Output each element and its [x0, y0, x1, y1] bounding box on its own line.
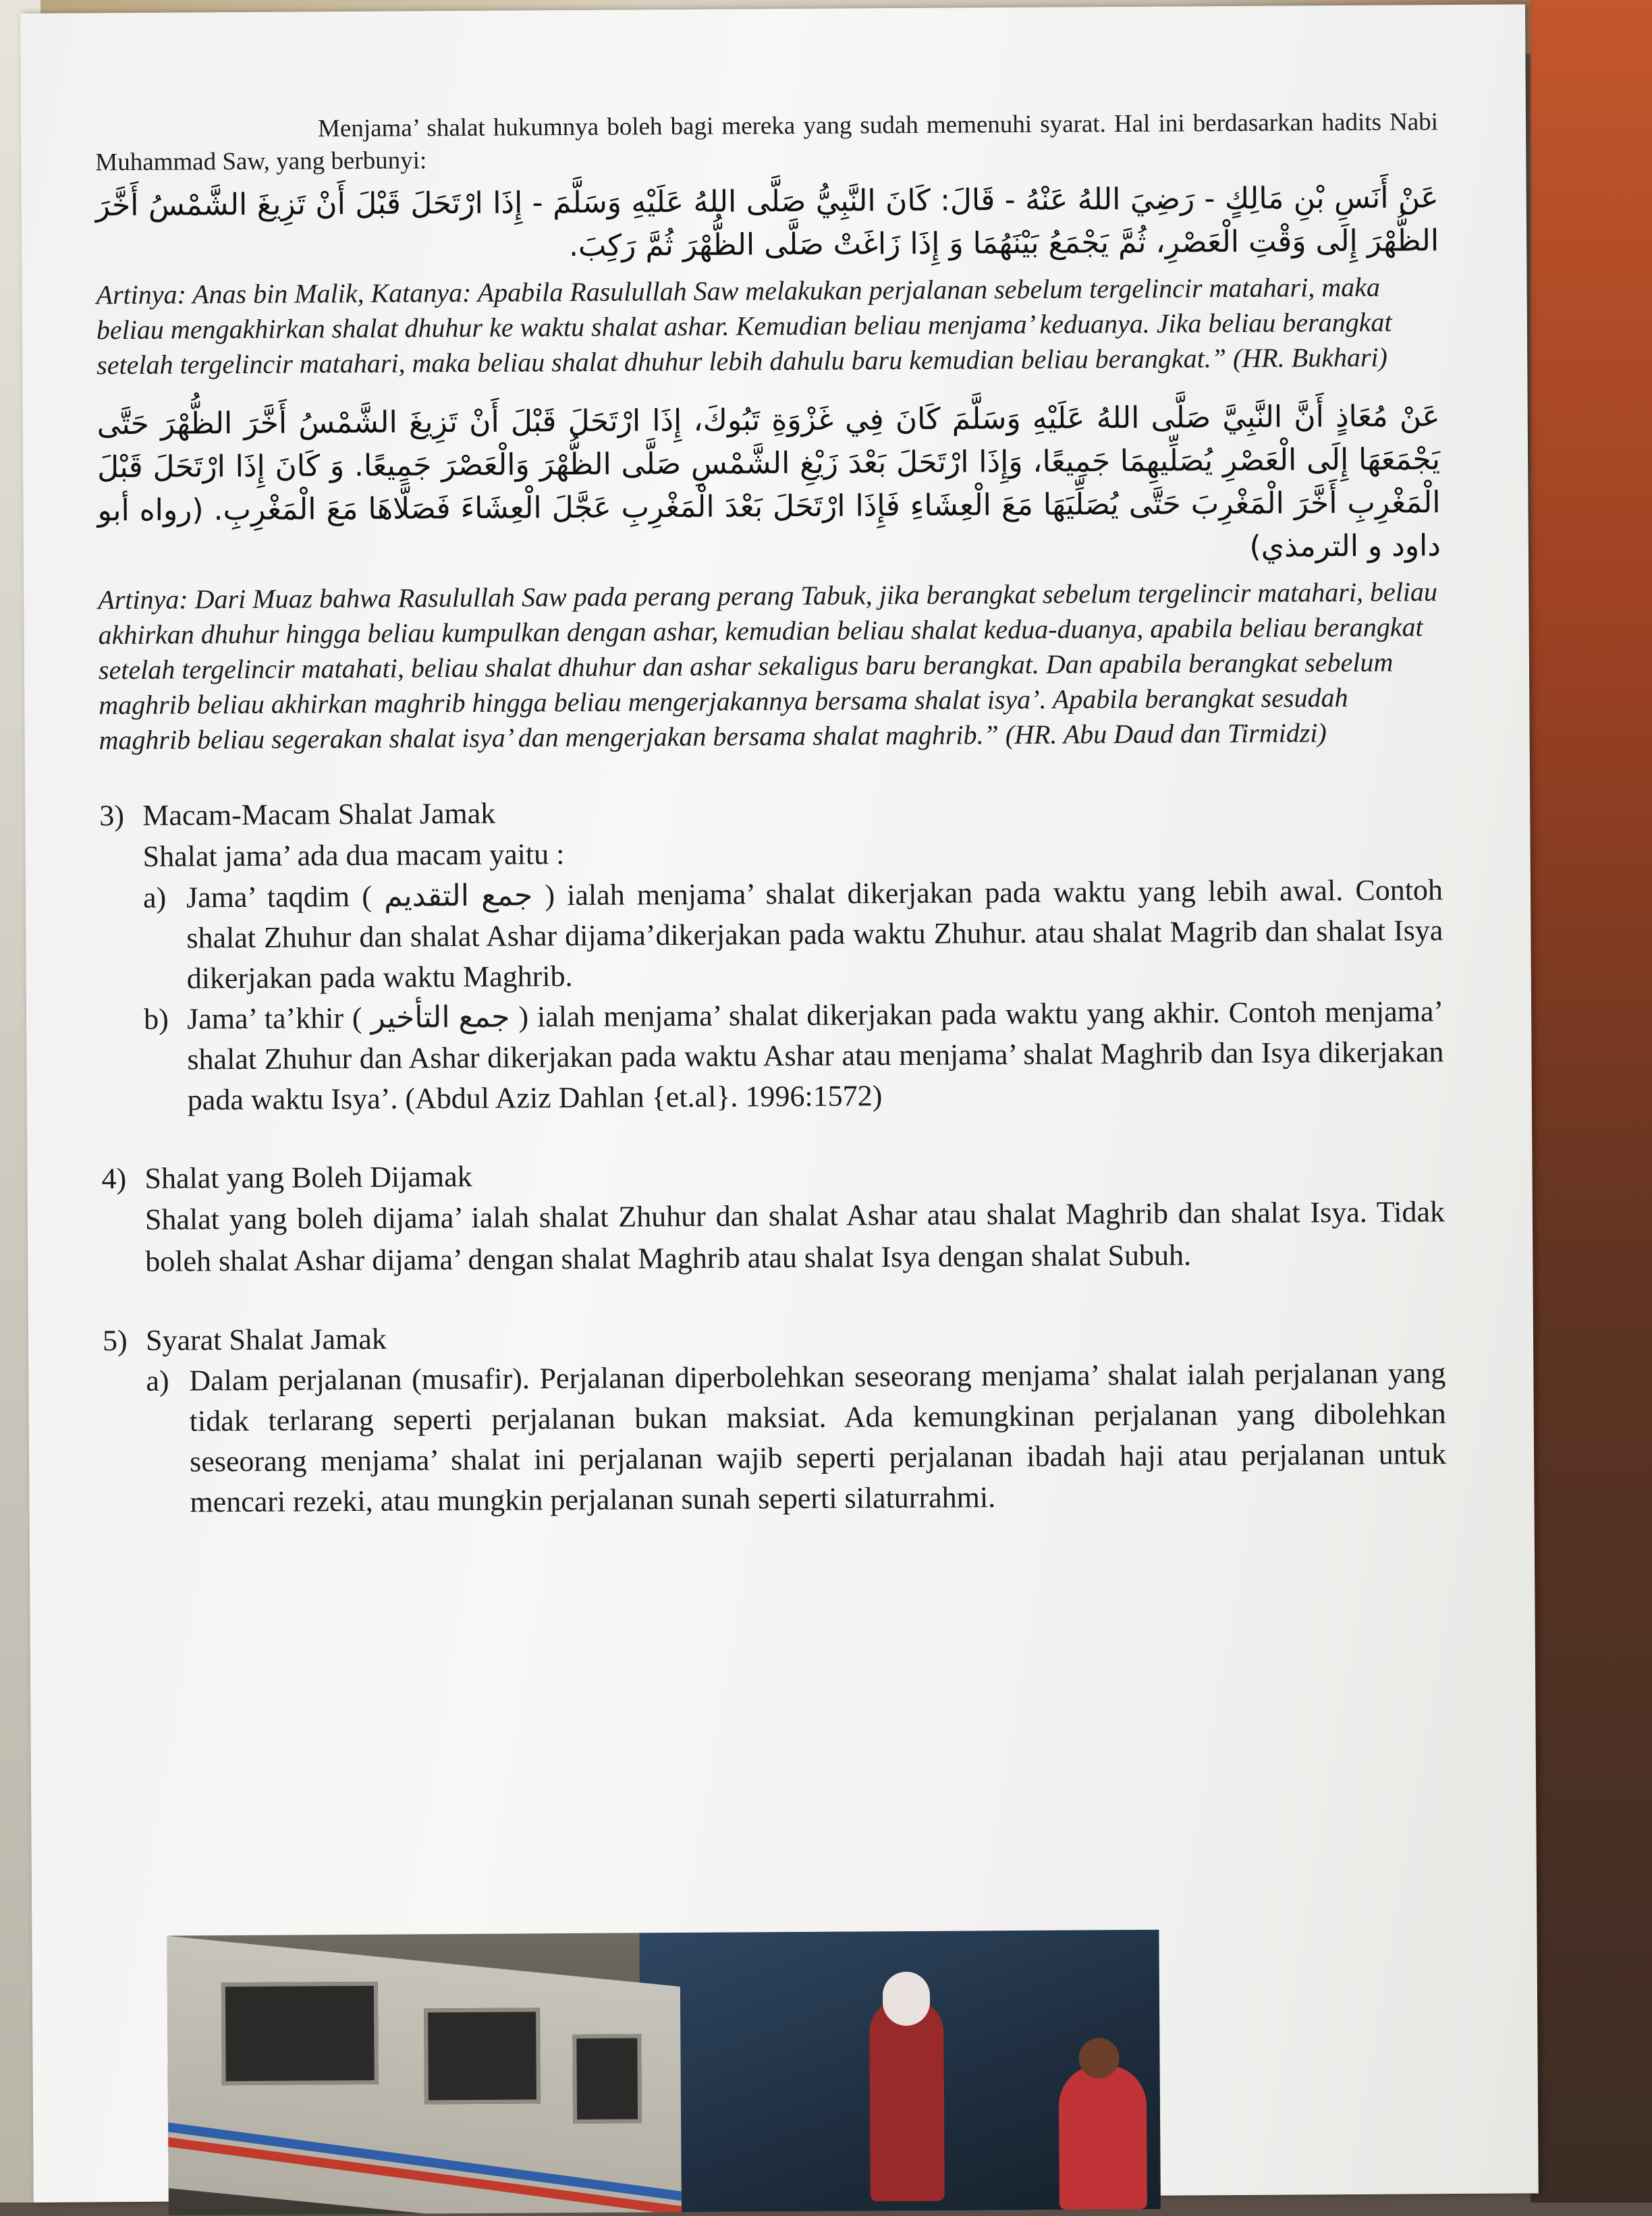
- page-content: [95, 106, 1447, 1523]
- list-item-text: Jama’ ta’khir ( جمع التأخير ) ialah menjama’ shalat dikerjakan pada waktu yang akhir. Contoh menjama’ shalat Zhuhur dan Ashar dikerjakan pada waktu Ashar atau menjama’ shalat Maghrib dan Isya dikerjakan pada waktu Isya’. (Abdul Aziz Dahlan {et.al}. 1996:1572): [186, 995, 1444, 1117]
- list-item-text: Dalam perjalanan (musafir). Perjalanan diperbolehkan seseorang menjama’ shalat ialah perjalanan yang tidak terlarang seperti perjalanan bukan maksiat. Ada kemungkinan perjalanan yang dibolehkan seseorang menjama’ shalat ini perjalanan wajib seperti perjalanan ibadah haji atau perjalanan untuk mencari rezeki, atau mungkin perjalanan sunah seperti silaturrahmi.: [189, 1356, 1447, 1519]
- list-item: [144, 991, 1444, 1121]
- photo-traveler-head: [1078, 2038, 1119, 2078]
- section-5-number: 5): [102, 1324, 128, 1358]
- background-right: [1531, 0, 1652, 2203]
- section-3-title: Macam-Macam Shalat Jamak: [142, 796, 496, 832]
- list-item-text: Jama’ taqdim ( جمع التقديم ) ialah menjama’ shalat dikerjakan pada waktu yang lebih awal. Contoh shalat Zhuhur dan shalat Ashar dijama’dikerjakan pada waktu Zhuhur. atau shalat Magrib dan shalat Isya dikerjakan pada waktu Maghrib.: [186, 873, 1443, 995]
- hadith-2-arabic: عَنْ مُعَاذٍ أَنَّ النَّبِيَّ صَلَّى اللهُ عَلَيْهِ وَسَلَّمَ كَانَ فِي غَزْوَةِ تَبُوكَ، إِذَا ارْتَحَلَ قَبْلَ أَنْ تَزِيغَ الشَّمْسُ أَخَّرَ الظُّهْرَ حَتَّى يَجْمَعَهَا إِلَى الْعَصْرِ يُصَلِّيهِمَا جَمِيعًا، وَإِذَا ارْتَحَلَ بَعْدَ زَيْغِ الشَّمْسِ صَلَّى الظُّهْرَ وَالْعَصْرَ جَمِيعًا. وَ كَانَ إِذَا ارْتَحَلَ قَبْلَ الْمَغْرِبِ أَخَّرَ الْمَغْرِبَ حَتَّى يُصَلِّيَهَا مَعَ الْعِشَاءِ فَإِذَا ارْتَحَلَ بَعْدَ الْمَغْرِبِ عَجَّلَ الْعِشَاءَ فَصَلَّاهَا مَعَ الْمَغْرِبِ. (رواه أبو داود و الترمذي): [97, 399, 1441, 564]
- photo-train-window: [221, 1982, 379, 2085]
- intro-paragraph: Menjama’ shalat hukumnya boleh bagi mereka yang sudah memenuhi syarat. Hal ini berdasarkan hadits Nabi Muhammad Saw, yang berbunyi:: [95, 108, 1439, 177]
- section-3-lead: Shalat jama’ ada dua macam yaitu :: [142, 837, 565, 873]
- list-item: [143, 870, 1443, 999]
- section-4-title: Shalat yang Boleh Dijamak: [144, 1159, 472, 1195]
- section-4-body: Shalat yang boleh dijama’ ialah shalat Zhuhur dan shalat Ashar atau shalat Maghrib dan shalat Isya. Tidak boleh shalat Ashar dijama’ dengan shalat Maghrib atau shalat Isya dengan shalat Subuh.: [144, 1195, 1446, 1278]
- list-marker: b): [143, 1002, 169, 1036]
- section-macam-shalat-jamak: [99, 787, 1444, 1121]
- photo-train-window: [572, 2034, 642, 2124]
- hadith-1-arabic: عَنْ أَنَسِ بْنِ مَالِكٍ - رَضِيَ اللهُ عَنْهُ - قَالَ: كَانَ النَّبِيُّ صَلَّى اللهُ عَلَيْهِ وَسَلَّمَ - إِذَا ارْتَحَلَ قَبْلَ أَنْ تَزِيغَ الشَّمْسُ أَخَّرَ الظُّهْرَ إِلَى وَقْتِ الْعَصْرِ، ثُمَّ يَجْمَعُ بَيْنَهُمَا وَ إِذَا زَاغَتْ صَلَّى الظُّهْرَ ثُمَّ رَكِبَ.: [95, 180, 1439, 264]
- photo-traveler-head: [883, 1972, 930, 2026]
- section-shalat-boleh-dijamak: [101, 1151, 1445, 1283]
- list-marker: a): [146, 1364, 169, 1397]
- photo-train-window: [424, 2007, 541, 2104]
- photo-traveler-figure: [869, 1999, 945, 2202]
- section-syarat-shalat-jamak: [103, 1312, 1447, 1523]
- list-item: [146, 1353, 1446, 1523]
- document-page: [20, 4, 1539, 2203]
- section-5-title: Syarat Shalat Jamak: [145, 1322, 387, 1357]
- photo-traveler-figure: [1059, 2065, 1147, 2210]
- hadith-2-translation: Artinya: Dari Muaz bahwa Rasulullah Saw pada perang perang Tabuk, jika berangkat sebelum tergelincir matahari, beliau akhirkan dhuhur hingga beliau kumpulkan dengan ashar, kemudian beliau shalat kedua-duanya, apabila beliau berangkat setelah tergelincir matahati, beliau shalat dhuhur dan ashar sekaligus baru berangkat. Dan apabila berangkat sebelum maghrib beliau akhirkan maghrib hingga beliau mengerjakannya bersama shalat isya’. Apabila berangkat sesudah maghrib beliau segerakan shalat isya’ dan mengerjakan bersama shalat maghrib.” (HR. Abu Daud dan Tirmidzi): [98, 576, 1438, 756]
- section-3-number: 3): [99, 799, 125, 833]
- train-travelers-photo: [167, 1930, 1161, 2215]
- hadith-1-translation: Artinya: Anas bin Malik, Katanya: Apabila Rasulullah Saw melakukan perjalanan sebelum tergelincir matahari, maka beliau mengakhirkan shalat dhuhur ke waktu shalat ashar. Kemudian beliau menjama’ keduanya. Jika beliau berangkat setelah tergelincir matahari, maka beliau shalat dhuhur lebih dahulu baru kemudian beliau berangkat.” (HR. Bukhari): [96, 271, 1392, 381]
- list-marker: a): [142, 881, 167, 914]
- section-4-number: 4): [101, 1162, 127, 1196]
